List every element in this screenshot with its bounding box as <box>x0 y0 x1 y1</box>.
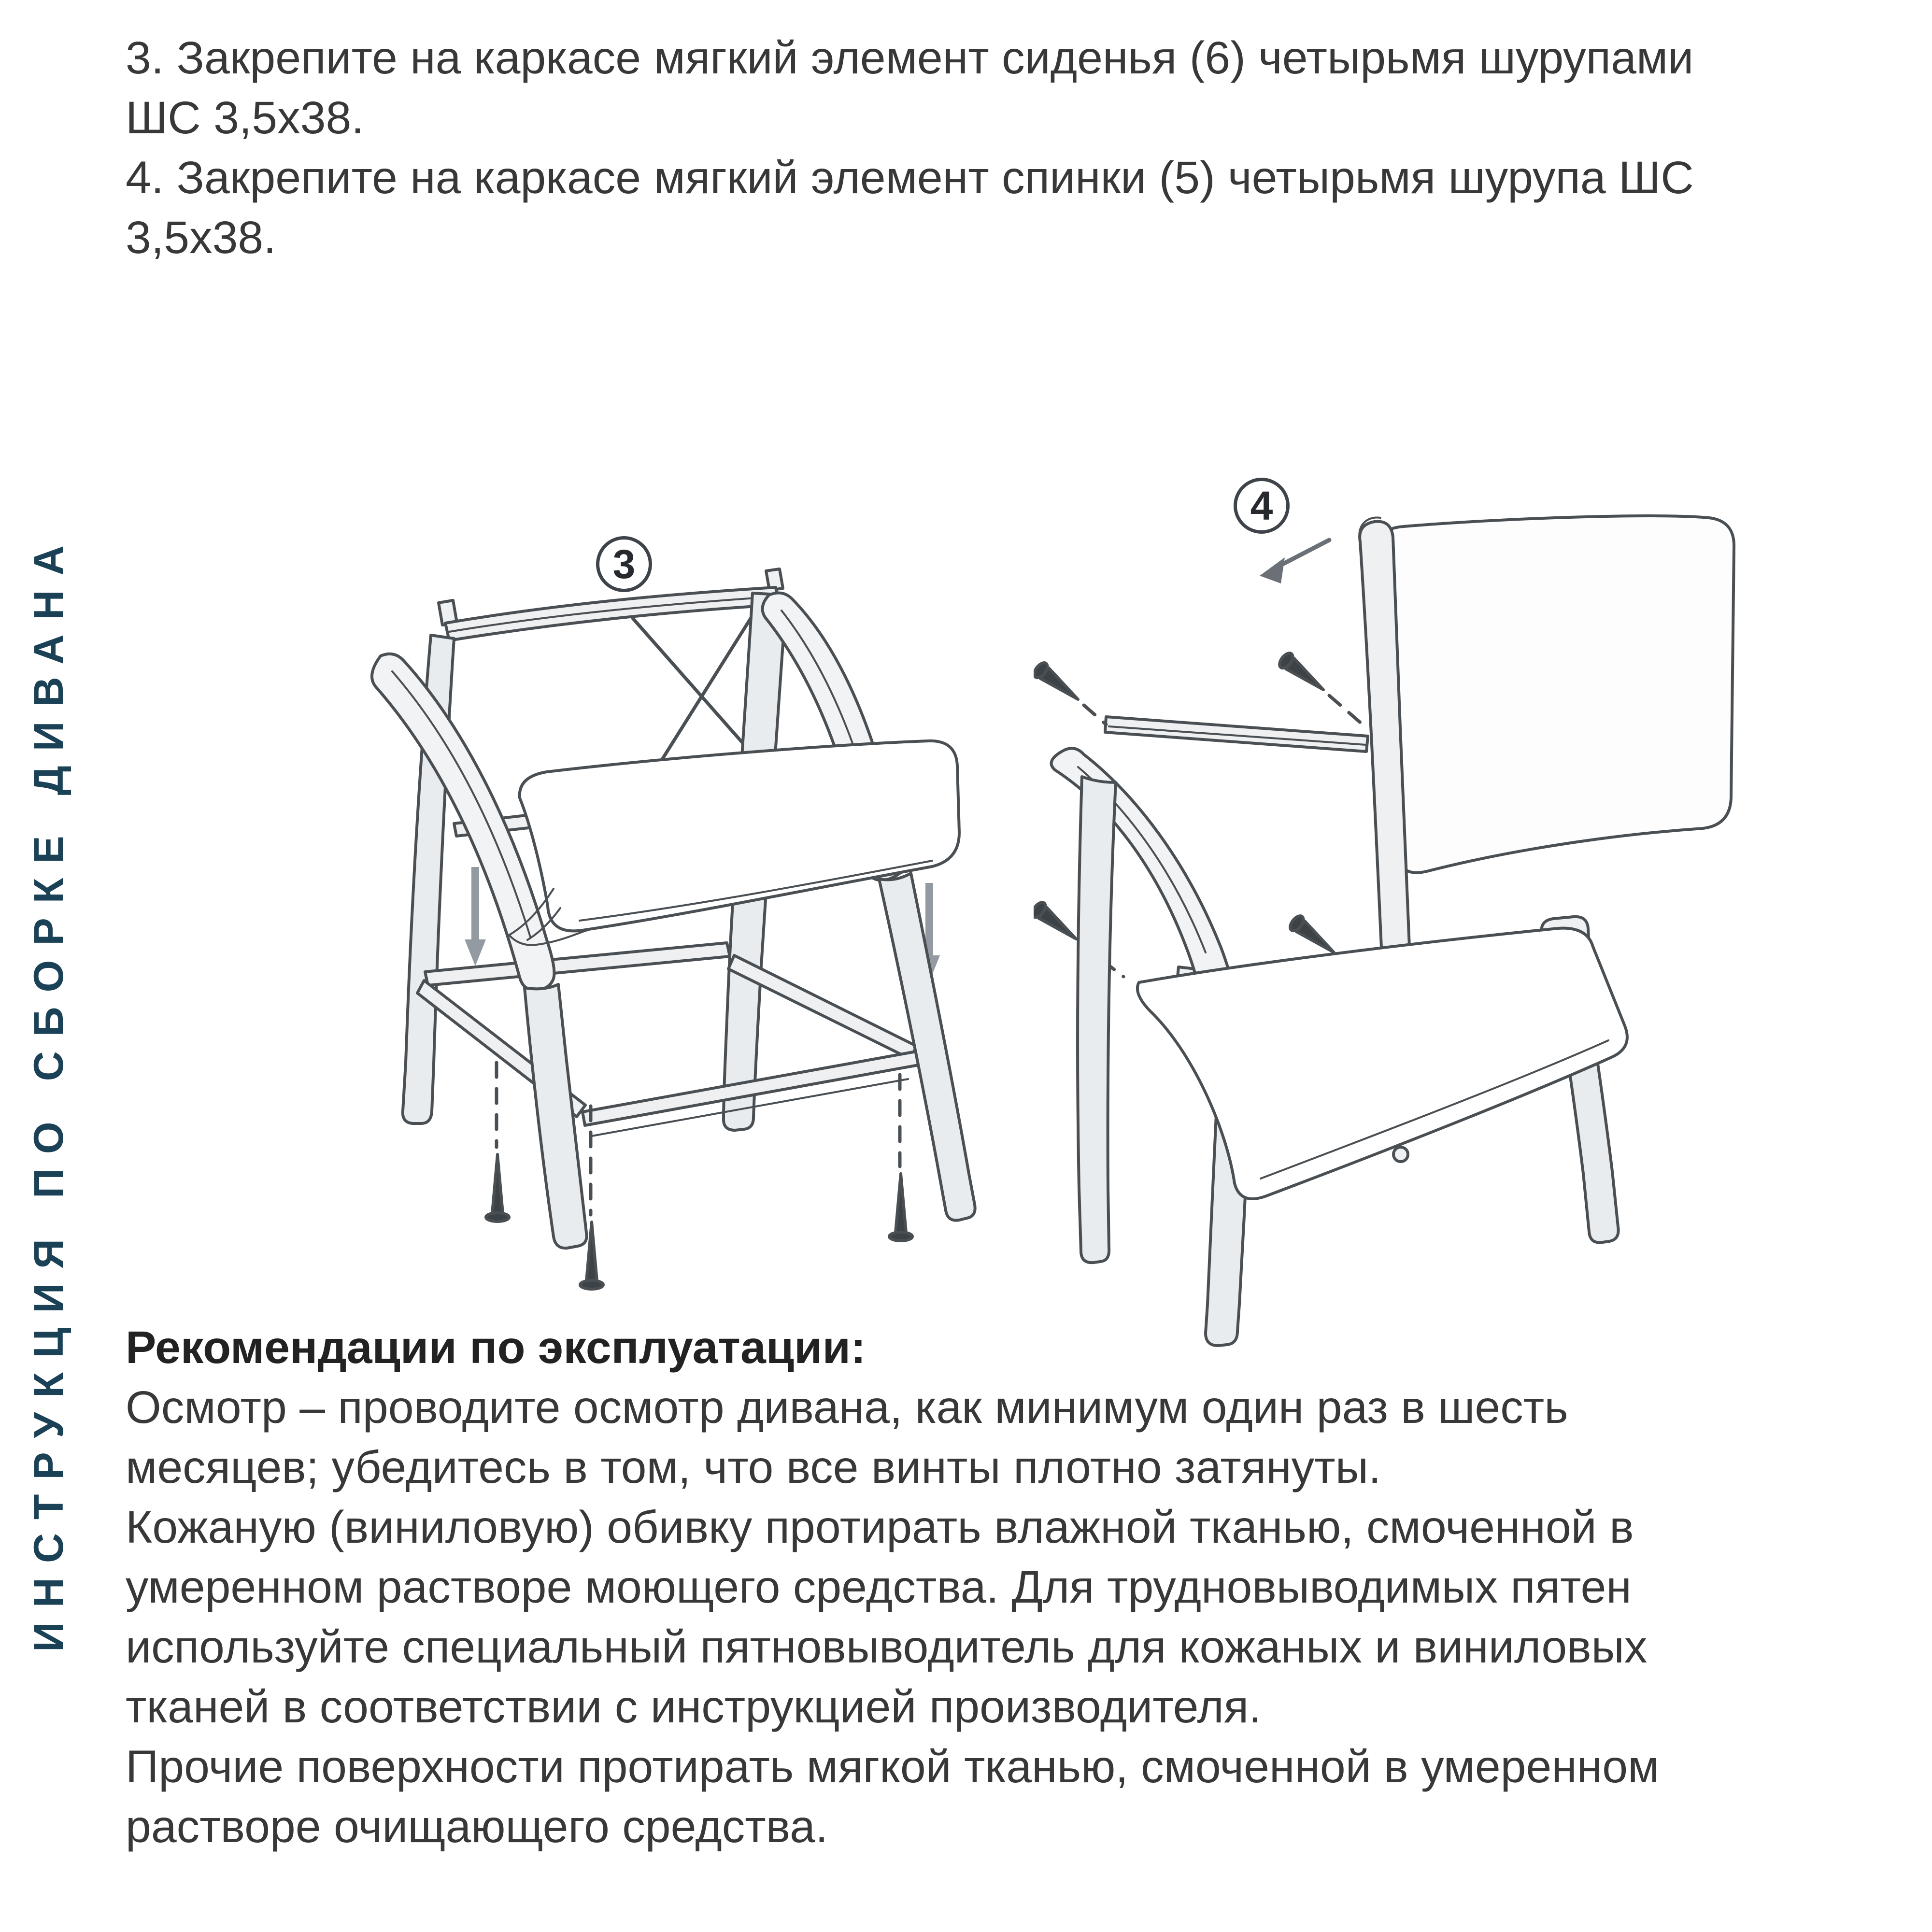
instruction-line: 3,5х38. <box>126 212 276 263</box>
care-recommendations <box>126 1318 1893 1857</box>
screw-icon <box>1277 651 1366 727</box>
step-4-badge: 4 <box>1234 478 1290 534</box>
top-instructions <box>126 28 1893 268</box>
screw-icon <box>486 1063 509 1222</box>
instruction-line: 3. Закрепите на каркасе мягкий элемент сиденья (6) четырьмя шурупами <box>126 32 1694 84</box>
care-line: тканей в соответствии с инструкцией производителя. <box>126 1681 1262 1733</box>
care-line: Осмотр – проводите осмотр дивана, как минимум один раз в шесть <box>126 1382 1568 1433</box>
rear-left-leg <box>1078 777 1116 1263</box>
down-arrow-icon <box>465 867 486 966</box>
chair-frame <box>1034 516 1734 1346</box>
motion-arrow-icon <box>1260 540 1329 583</box>
backrest-cushion <box>1378 516 1734 873</box>
care-line: растворе очищающего средства. <box>126 1801 828 1852</box>
instruction-line: 4. Закрепите на каркасе мягкий элемент спинки (5) четырьмя шурупа ШС <box>126 152 1694 203</box>
care-heading: Рекомендации по эксплуатации: <box>126 1322 866 1373</box>
chair-frame <box>372 569 975 1289</box>
care-line: Прочие поверхности протирать мягкой тканью, смоченной в умеренном <box>126 1741 1660 1792</box>
care-line: Кожаную (виниловую) обивку протирать влажной тканью, смоченной в <box>126 1502 1634 1553</box>
step-3-badge: 3 <box>596 536 652 592</box>
screw-icon <box>889 1075 912 1241</box>
seat-screw-knob <box>1393 1147 1408 1162</box>
instruction-line: ШС 3,5х38. <box>126 92 364 143</box>
screw-icon <box>1034 660 1106 724</box>
care-line: используйте специальный пятновыводитель для кожаных и виниловых <box>126 1621 1648 1673</box>
care-line: умеренном растворе моющего средства. Для трудновыводимых пятен <box>126 1562 1632 1613</box>
assembly-diagram-step3 <box>309 551 995 1323</box>
vertical-page-title: ИНСТРУКЦИЯ ПО СБОРКЕ ДИВАНА <box>26 531 72 1652</box>
care-line: месяцев; убедитесь в том, что все винты плотно затянуты. <box>126 1442 1381 1493</box>
assembly-diagram-step4 <box>1034 512 1787 1352</box>
